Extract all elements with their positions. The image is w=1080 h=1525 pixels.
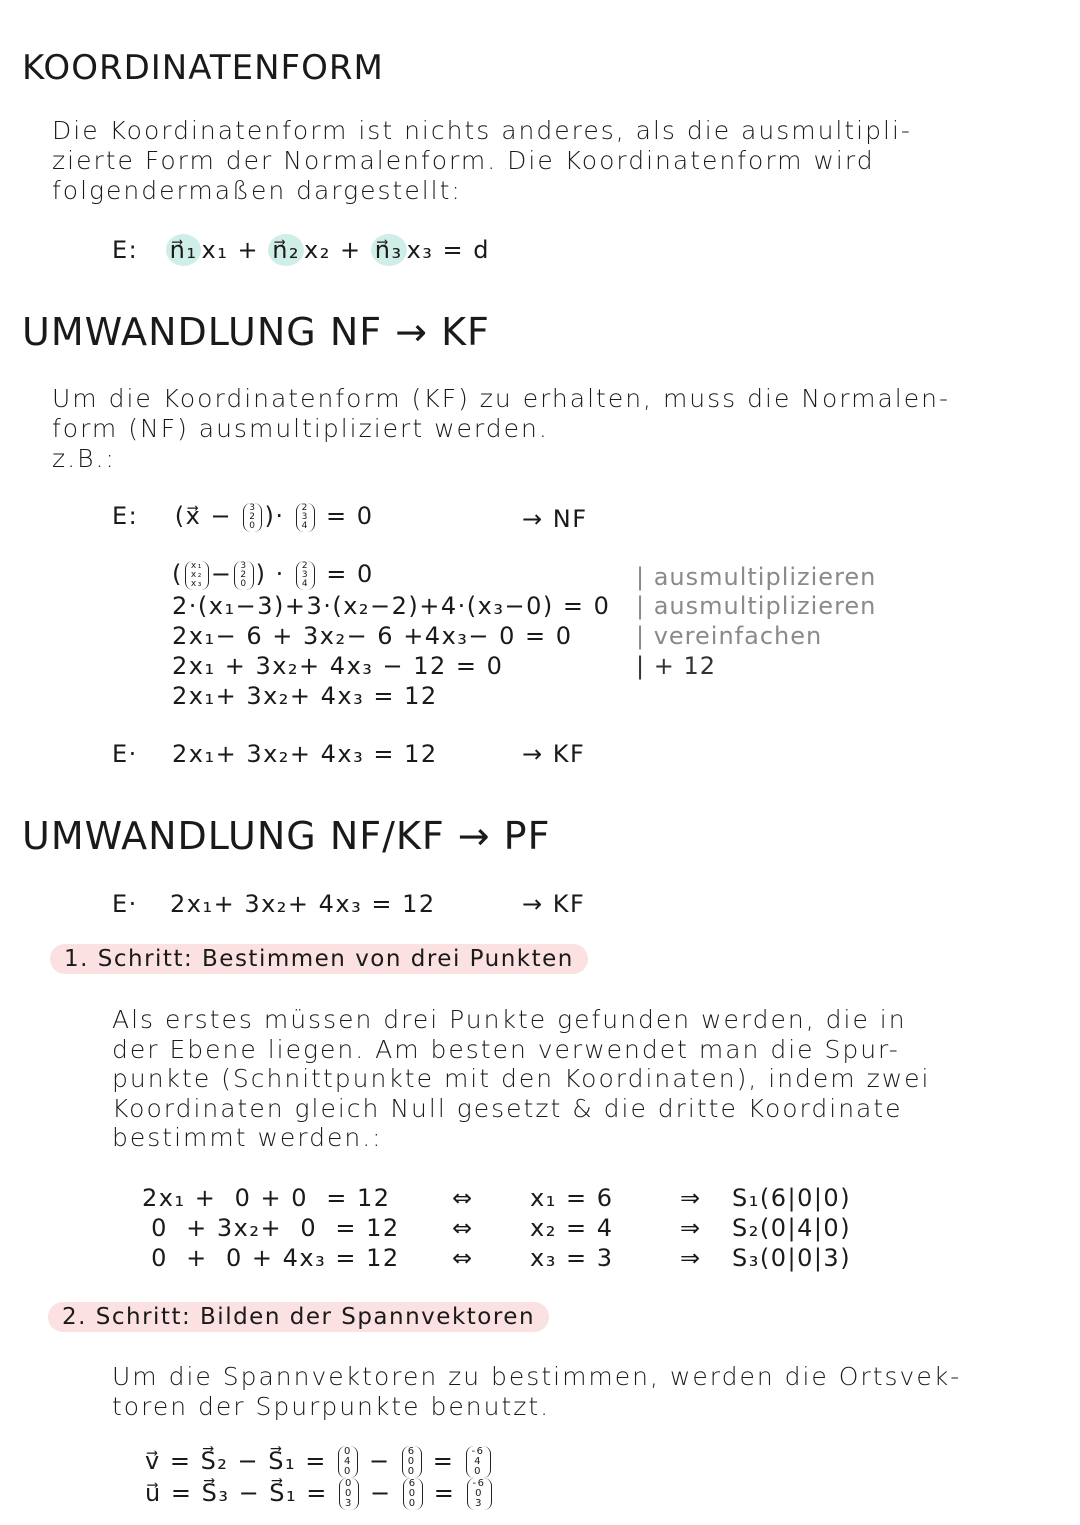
kf-label: E·	[112, 890, 138, 918]
implies-symbol: ⇒	[680, 1214, 702, 1242]
iff-symbol: ⇔	[452, 1244, 474, 1272]
vector-component: 0	[344, 1446, 352, 1457]
paragraph-line: Koordinaten gleich Null gesetzt & die dritte Koordinate	[112, 1094, 903, 1123]
vector-component: 6	[408, 1478, 417, 1489]
paragraph-line: z.B.:	[52, 444, 116, 473]
vector-component: -6	[472, 1478, 486, 1489]
vector-component: 0	[345, 1478, 353, 1489]
vector-component: 0	[240, 578, 248, 589]
trace-solution: x₃ = 3	[530, 1244, 614, 1272]
kf-tag: → KF	[522, 740, 586, 768]
step-note: | ausmultiplizieren	[636, 563, 877, 591]
paragraph-line: Die Koordinatenform ist nichts anderes, als die ausmultipli-	[52, 116, 912, 145]
heading-nf-to-kf: UMWANDLUNG NF → KF	[22, 310, 490, 354]
calc-step: 2x₁ + 3x₂+ 4x₃ − 12 = 0	[172, 652, 504, 680]
implies-symbol: ⇒	[680, 1244, 702, 1272]
normal-component-2: n⃗₂	[268, 234, 304, 266]
vector-component: 4	[301, 520, 309, 531]
term: )·	[264, 502, 285, 530]
trace-eq: 0 + 3x₂+ 0 = 12	[142, 1214, 400, 1242]
vector-component: 0	[407, 1456, 416, 1467]
iff-symbol: ⇔	[452, 1214, 474, 1242]
support-vector	[234, 561, 253, 590]
vector-component: 2	[301, 560, 310, 571]
kf-general-formula	[112, 236, 490, 264]
span-vector-u: u⃗ = S⃗₃ − S⃗₁ = 0 0 3 − 6 0 0 = -6 0 3	[145, 1478, 494, 1510]
kf-result-label: E·	[112, 740, 138, 768]
term: x₃ = d	[406, 236, 491, 264]
paragraph-line: Um die Spannvektoren zu bestimmen, werden die Ortsvek-	[112, 1362, 962, 1391]
iff-symbol: ⇔	[452, 1184, 474, 1212]
plane-label: E:	[112, 236, 139, 264]
normal-vector	[296, 503, 315, 532]
vector-component: 3	[301, 569, 310, 580]
calc-step: 2x₁+ 3x₂+ 4x₃ = 12	[172, 682, 438, 710]
kf-equation: 2x₁+ 3x₂+ 4x₃ = 12	[170, 890, 436, 918]
expanded-step: ( x₁ x₂ x₃ − 3 2 0 ) · 2 3 4 = 0	[172, 560, 374, 589]
vector-component: 6	[407, 1446, 416, 1457]
vector-component: 3	[301, 511, 309, 522]
vector-component: x₂	[190, 569, 203, 580]
vector	[402, 1446, 422, 1478]
term: x₁ +	[201, 236, 260, 264]
paragraph-line: zierte Form der Normalenform. Die Koordinatenform wird	[52, 146, 875, 175]
vector-component: -6	[471, 1446, 485, 1457]
vector-component: 0	[474, 1466, 482, 1477]
vector-component: 3	[475, 1498, 483, 1509]
paragraph-line: Um die Koordinatenform (KF) zu erhalten, muss die Normalen-	[52, 384, 950, 413]
paragraph-line: der Ebene liegen. Am besten verwendet man die Spur-	[112, 1035, 900, 1064]
term: = 0	[326, 560, 374, 588]
vector-component: 2	[249, 511, 257, 522]
heading-koordinatenform: KOORDINATENFORM	[22, 48, 384, 88]
step-1-heading: 1. Schritt: Bestimmen von drei Punkten	[50, 944, 588, 974]
vector-component: 3	[240, 560, 248, 571]
normal-component-1: n⃗₁	[166, 234, 202, 266]
kf-tag: → KF	[522, 890, 586, 918]
vector	[338, 1446, 358, 1478]
vector	[403, 1478, 423, 1510]
vector-component: 4	[301, 578, 310, 589]
nf-tag: → NF	[522, 505, 588, 533]
trace-solution: x₁ = 6	[530, 1184, 614, 1212]
vector-component: 3	[345, 1498, 353, 1509]
paragraph-line: folgendermaßen dargestellt:	[52, 176, 462, 205]
vector-component: 0	[408, 1498, 417, 1509]
vector-component: 0	[249, 520, 257, 531]
vector-component: x₁	[190, 560, 203, 571]
step-note: | + 12	[636, 652, 716, 680]
trace-point: S₁(6|0|0)	[732, 1184, 852, 1212]
step-note: | vereinfachen	[636, 622, 823, 650]
vector-component: x₃	[190, 578, 203, 589]
vector-component: 0	[475, 1488, 483, 1499]
normal-component-3: n⃗₃	[371, 234, 407, 266]
normal-vector	[296, 561, 315, 590]
paragraph-line: Als erstes müssen drei Punkte gefunden werden, die in	[112, 1005, 907, 1034]
term: v⃗ = S⃗₂ − S⃗₁ =	[145, 1447, 327, 1475]
vector-component: 4	[344, 1456, 352, 1467]
step-note: | ausmultiplizieren	[636, 592, 877, 620]
term: = 0	[325, 502, 374, 530]
vector-component: 2	[301, 502, 309, 513]
vector	[467, 1478, 492, 1510]
trace-eq: 0 + 0 + 4x₃ = 12	[142, 1244, 400, 1272]
paragraph-line: punkte (Schnittpunkte mit den Koordinaten), indem zwei	[112, 1064, 931, 1093]
term: x₂ +	[304, 236, 362, 264]
vector-component: 2	[240, 569, 248, 580]
term: (x⃗ −	[174, 502, 233, 530]
trace-eq: 2x₁ + 0 + 0 = 12	[142, 1184, 391, 1212]
support-vector	[243, 503, 262, 532]
trace-point: S₂(0|4|0)	[732, 1214, 852, 1242]
span-vector-v: v⃗ = S⃗₂ − S⃗₁ = 0 4 0 − 6 0 0 = -6 4 0	[145, 1446, 493, 1478]
vector-component: 0	[345, 1488, 353, 1499]
vector	[466, 1446, 491, 1478]
vector-component: 0	[344, 1466, 352, 1477]
calc-step: 2·(x₁−3)+3·(x₂−2)+4·(x₃−0) = 0	[172, 592, 611, 620]
step-2-heading: 2. Schritt: Bilden der Spannvektoren	[48, 1302, 549, 1332]
trace-point: S₃(0|0|3)	[732, 1244, 852, 1272]
calc-step: 2x₁− 6 + 3x₂− 6 +4x₃− 0 = 0	[172, 622, 573, 650]
vector-component: 0	[408, 1488, 417, 1499]
x-vector	[185, 561, 209, 590]
normal-form-equation	[112, 502, 373, 532]
paragraph-line: bestimmt werden.:	[112, 1123, 383, 1152]
plane-label: E:	[112, 502, 139, 530]
vector-component: 0	[407, 1466, 416, 1477]
trace-solution: x₂ = 4	[530, 1214, 614, 1242]
implies-symbol: ⇒	[680, 1184, 702, 1212]
paragraph-line: form (NF) ausmultipliziert werden.	[52, 414, 549, 443]
heading-to-pf: UMWANDLUNG NF/KF → PF	[22, 814, 551, 858]
paragraph-line: toren der Spurpunkte benutzt.	[112, 1392, 551, 1421]
vector	[339, 1478, 359, 1510]
vector-component: 4	[474, 1456, 482, 1467]
kf-result: 2x₁+ 3x₂+ 4x₃ = 12	[172, 740, 438, 768]
vector-component: 3	[249, 502, 257, 513]
term: u⃗ = S⃗₃ − S⃗₁ =	[145, 1479, 328, 1507]
